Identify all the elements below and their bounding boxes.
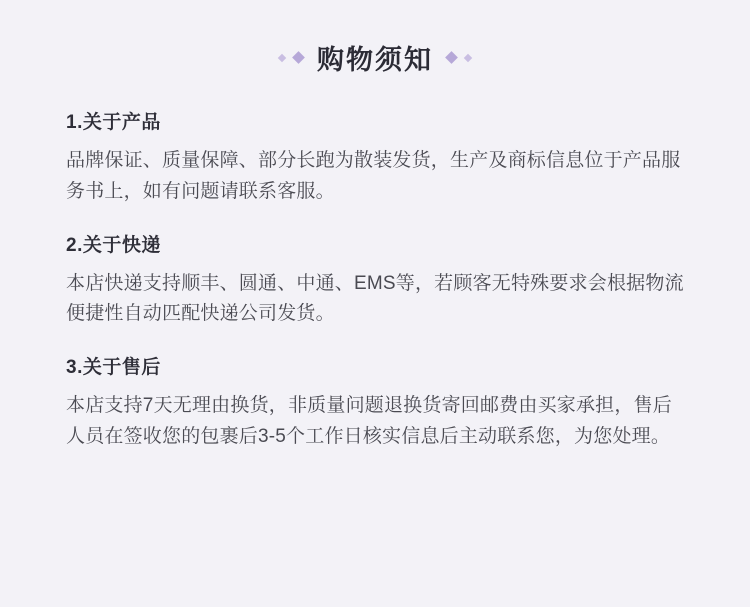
diamond-icon <box>278 53 286 61</box>
section-body: 品牌保证、质量保障、部分长跑为散装发货，生产及商标信息位于产品服务书上，如有问题请联系客服。 <box>66 150 681 202</box>
section-after-sales <box>66 352 684 453</box>
section-body: 本店支持7天无理由换货，非质量问题退换货寄回邮费由买家承担，售后人员在签收您的包裹后3-5个工作日核实信息后主动联系您，为您处理。 <box>66 395 672 447</box>
section-heading: 3.关于售后 <box>66 357 161 379</box>
section-product <box>66 107 684 208</box>
diamond-ornament-right <box>447 53 471 62</box>
page-title-row <box>66 0 684 107</box>
section-body: 本店快递支持顺丰、圆通、中通、EMS等，若顾客无特殊要求会根据物流便捷性自动匹配快递公司发货。 <box>66 272 684 325</box>
page-title: 购物须知 <box>317 45 433 75</box>
section-heading: 2.关于快递 <box>66 234 161 256</box>
diamond-icon <box>464 53 472 61</box>
diamond-ornament-left <box>279 53 303 62</box>
diamond-icon <box>292 51 305 64</box>
section-shipping <box>66 230 684 331</box>
section-heading: 1.关于产品 <box>66 112 161 133</box>
diamond-icon <box>445 51 458 64</box>
